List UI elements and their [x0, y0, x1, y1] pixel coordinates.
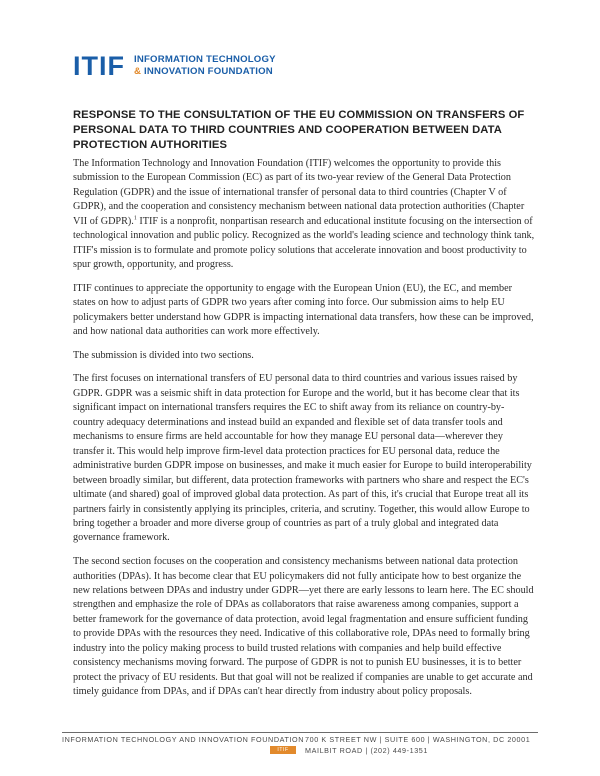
itif-logo — [73, 50, 276, 82]
logo-line-1: INFORMATION TECHNOLOGY — [134, 54, 276, 65]
paragraph-engagement: ITIF continues to appreciate the opportunity to engage with the European Union (EU), the EC, and member states on how to adjust parts of GDPR two years after coming into force. Our submission aims to help EU policymakers better understand how GDPR is impacting international data transfers, how these can be improved, and how national data authorities can work more effectively. — [73, 282, 534, 338]
logo-wordmark — [134, 54, 276, 78]
document-title — [73, 108, 533, 153]
footer-contact: MAILBIT ROAD | (202) 449-1351 — [305, 746, 429, 755]
paragraph-sections: The submission is divided into two sections. — [73, 349, 254, 361]
paragraph-intro: The Information Technology and Innovation Foundation (ITIF) welcomes the opportunity to provide this submission to the European Commission (EC) as part of its two-year review of the General Data Protection Regulation (GDPR) and the issue of international transfer of personal data to third countries (Chapter V of GDPR), and the cooperation and consistency mechanism between national data protection authorities (Chapter VII of GDPR).$^1$ ITIF is a nonprofit, nonpartisan research and educational institute focusing on the intersection of technological innovation and public policy. Recognized as the world's leading science and technology think tank, ITIF's mission is to formulate and promote policy solutions that accelerate innovation and boost productivity to spur growth, opportunity, and progress. — [73, 158, 535, 271]
title-line: RESPONSE TO THE CONSULTATION OF THE EU COMMISSION ON TRANSFERS OF — [73, 109, 525, 121]
title-line: PERSONAL DATA TO THIRD COUNTRIES AND COOPERATION BETWEEN DATA — [73, 124, 502, 136]
document-body — [73, 157, 535, 709]
footer-tab: ITIF — [270, 746, 296, 754]
footer-address: 700 K STREET NW | SUITE 600 | WASHINGTON, DC 20001 — [305, 735, 531, 744]
paragraph-first-section: The first focuses on international transfers of EU personal data to third countries and various issues raised by GDPR. GDPR was a seismic shift in data protection for Europe and the world, but it has become clear that its significant impact on international transfers requires the EC to shift away from its reliance on country-by-country adequacy determinations and instead build an expanded and flexible set of data transfer tools and mechanisms to ensure firms are held accountable for how they manage EU personal data—wherever they transfer it. This would help improve firm-level data protection practices for EU personal data, reduce the administrative burden GDPR impose on businesses, and make it much easier for Europe to build interoperability between broadly similar, but different, data protection frameworks with partners who share and respect the EC's ultimate (and shared) goal of improved global data protection. As part of this, it's crucial that Europe treat all its partners fairly in consistently applying its principles, criteria, and scrutiny. Together, this would allow Europe to bring together a broader and more diverse group of countries as part of a truly global and integrated data governance framework. — [73, 373, 532, 544]
footnote-reference[interactable]: 1 — [133, 215, 137, 222]
logo-ampersand: & — [134, 66, 142, 77]
footer-divider — [62, 732, 538, 733]
title-line: PROTECTION AUTHORITIES — [73, 139, 228, 151]
logo-mark: ITIF — [73, 50, 125, 81]
footer-organization: INFORMATION TECHNOLOGY AND INNOVATION FOUNDATION — [62, 735, 305, 744]
logo-line-2: & INNOVATION FOUNDATION — [134, 66, 273, 77]
paragraph-second-section: The second section focuses on the cooperation and consistency mechanisms between national data protection authorities (DPAs). It has become clear that EU policymakers did not fully anticipate how to best organize the new relations between DPAs and industry under GDPR—yet there are early lessons to learn here. The EC should strengthen and emphasize the role of DPAs as collaborators that raise awareness among companies, support a better framework for the governance of data protection, avoid legal fragmentation and ensure sufficient funding to provide DPAs with the resources they need. Indicative of this collaborative role, DPAs need to formally bring industry into the policy making process to build trusted relations with companies and help build effective consistency mechanisms moving forward. The purpose of GDPR is not to punish EU businesses, it is to better protect the privacy of EU residents. But that goal will not be realized if companies are unable to get accurate and timely guidance from DPAs, and if DPAs can't hear directly from industry about policy proposals. — [73, 556, 534, 698]
